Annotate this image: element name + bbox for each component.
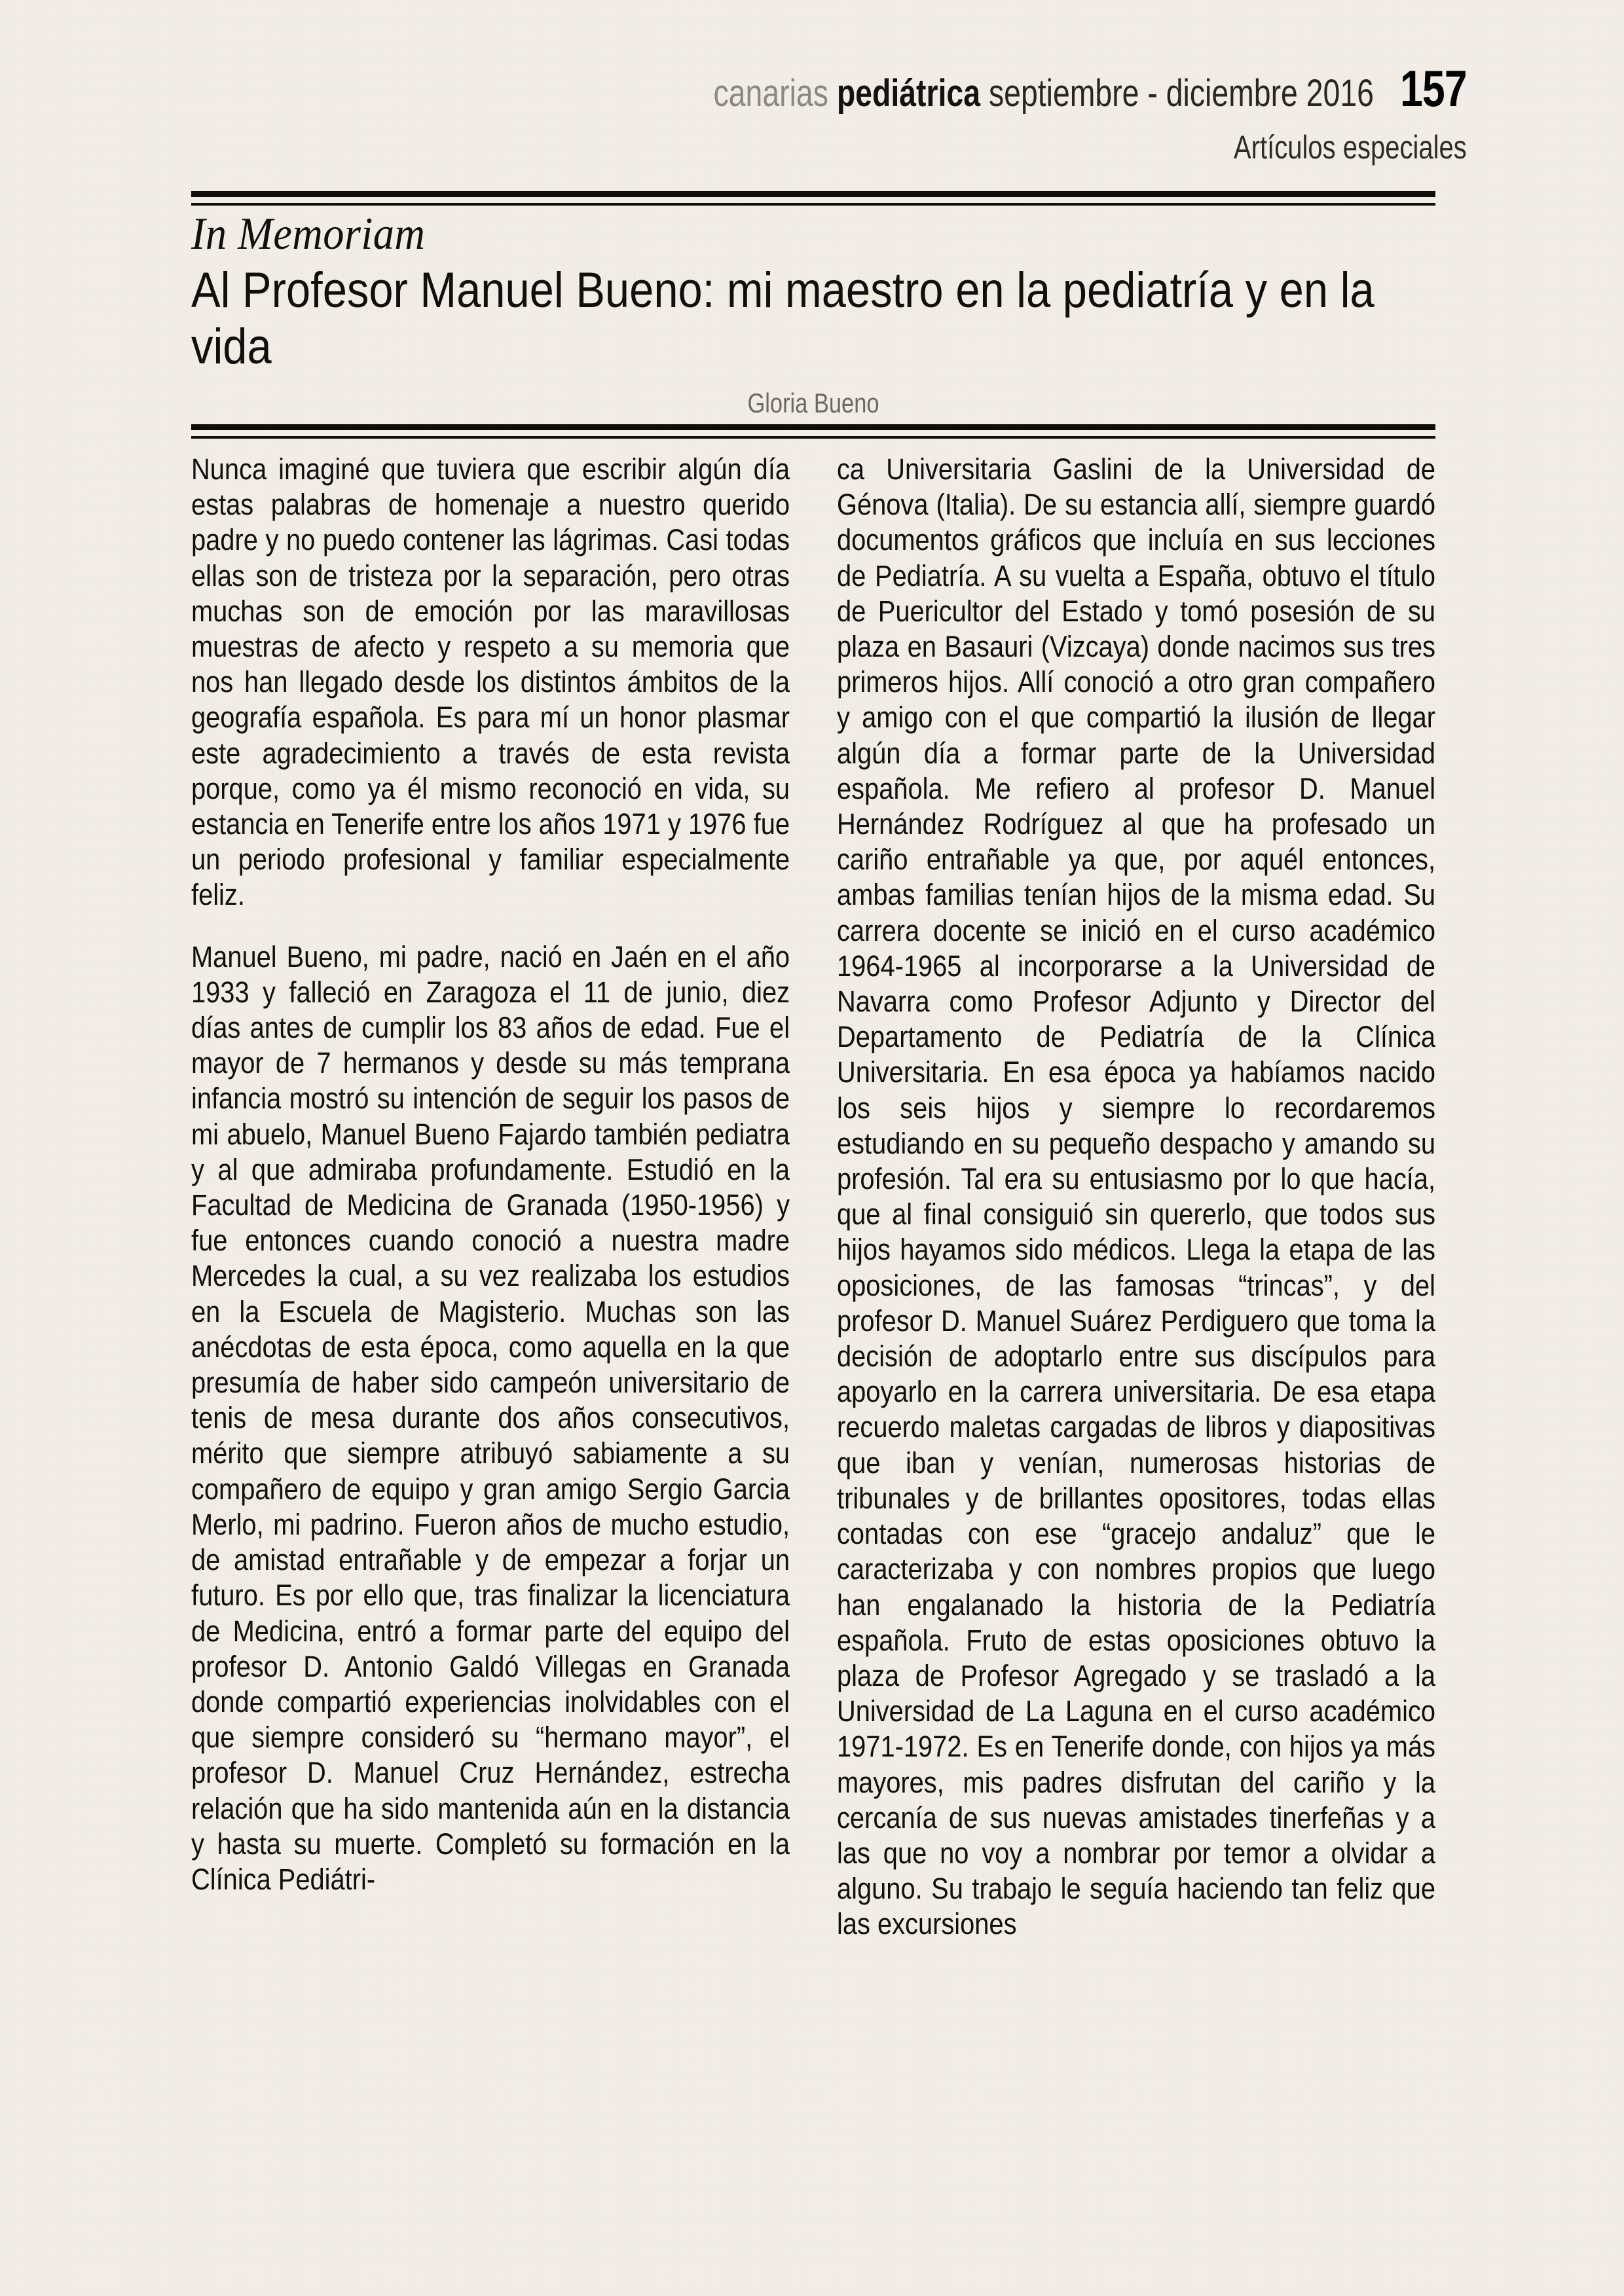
journal-brand: pediátrica <box>837 72 981 115</box>
article-kicker: In Memoriam <box>191 209 426 259</box>
journal-name: canarias <box>713 72 829 115</box>
issue-dates: septiembre - diciembre 2016 <box>989 72 1375 115</box>
rule-thick-top <box>191 191 1435 197</box>
rule-thin-top <box>191 203 1435 206</box>
article-body <box>191 452 1435 1942</box>
body-paragraph: ca Universitaria Gaslini de la Universidad de Génova (Italia). De su estancia allí, siempre guardó documentos gráficos que incluía en sus lecciones de Pediatría. A su vuelta a España, obtuvo el título de Puericultor del Estado y tomó posesión de su plaza en Basauri (Vizcaya) donde nacimos sus tres primeros hijos. Allí conoció a otro gran compañero y amigo con el que compartió la ilusión de llegar algún día a formar parte de la Universidad española. Me refiero al profesor D. Manuel Hernández Rodríguez al que ha profesado un cariño entrañable ya que, por aquél entonces, ambas familias tenían hijos de la misma edad. Su carrera docente se inició en el curso académico 1964-1965 al incorporarse a la Universidad de Navarra como Profesor Adjunto y Director del Departamento de Pediatría de la Clínica Universitaria. En esa época ya habíamos nacido los seis hijos y siempre lo recordaremos estudiando en su pequeño despacho y amando su profesión. Tal era su entusiasmo por lo que hacía, que al final consiguió sin quererlo, que todos sus hijos hayamos sido médicos. Llega la etapa de las oposiciones, de las famosas “trincas”, y del profesor D. Manuel Suárez Perdiguero que toma la decisión de adoptarlo entre sus discípulos para apoyarlo en la carrera universitaria. De esa etapa recuerdo maletas cargadas de libros y diapositivas que iban y venían, numerosas historias de tribunales y de brillantes opositores, todas ellas contadas con ese “gracejo andaluz” que le caracterizaba y con nombres propios que luego han engalanado la historia de la Pediatría española. Fruto de estas oposiciones obtuvo la plaza de Profesor Agregado y se trasladó a la Universidad de La Laguna en el curso académico 1971-1972. Es en Tenerife donde, con hijos ya más mayores, mis padres disfrutan del cariño y la cercanía de sus nuevas amistades tinerfeñas y a las que no voy a nombrar por temor a olvidar a alguno. Su trabajo le seguía haciendo tan feliz que las excursiones <box>837 452 1436 1941</box>
running-head-primary <box>713 60 1467 117</box>
body-paragraph: Nunca imaginé que tuviera que escribir algún día estas palabras de homenaje a nuestro querido padre y no puedo contener las lágrimas. Casi todas ellas son de tristeza por la separación, pero otras muchas son de emoción por las maravillosas muestras de afecto y respeto a su memoria que nos han llegado desde los distintos ámbitos de la geografía española. Es para mí un honor plasmar este agradecimiento a través de esta revista porque, como ya él mismo reconoció en vida, su estancia en Tenerife entre los años 1971 y 1976 fue un periodo profesional y familiar especialmente feliz. <box>191 452 790 912</box>
body-paragraph: Manuel Bueno, mi padre, nació en Jaén en el año 1933 y falleció en Zaragoza el 11 de junio, diez días antes de cumplir los 83 años de edad. Fue el mayor de 7 hermanos y desde su más temprana infancia mostró su intención de seguir los pasos de mi abuelo, Manuel Bueno Fajardo también pediatra y al que admiraba profundamente. Estudió en la Facultad de Medicina de Granada (1950-1956) y fue entonces cuando conoció a nuestra madre Mercedes la cual, a su vez realizaba los estudios en la Escuela de Magisterio. Muchas son las anécdotas de esta época, como aquella en la que presumía de haber sido campeón universitario de tenis de mesa durante dos años consecutivos, mérito que siempre atribuyó sabiamente a su compañero de equipo y gran amigo Sergio Garcia Merlo, mi padrino. Fueron años de mucho estudio, de amistad entrañable y de empezar a forjar un futuro. Es por ello que, tras finalizar la licenciatura de Medicina, entró a formar parte del equipo del profesor D. Antonio Galdó Villegas en Granada donde compartió experiencias inolvidables con el que siempre consideró su “hermano mayor”, el profesor D. Manuel Cruz Hernández, estrecha relación que ha sido mantenida aún en la distancia y hasta su muerte. Completó su formación en la Clínica Pediátri- <box>191 939 790 1896</box>
article-byline: Gloria Bueno <box>747 388 879 419</box>
section-label: Artículos especiales <box>1234 129 1467 166</box>
rule-gap-top <box>191 197 1435 203</box>
page-number: 157 <box>1400 60 1467 117</box>
rule-gap-bottom <box>191 430 1435 436</box>
title-block <box>191 211 1435 419</box>
rule-thick-bottom <box>191 424 1435 430</box>
rule-thin-bottom <box>191 436 1435 439</box>
running-head <box>525 60 1467 166</box>
body-column-left <box>191 452 790 1942</box>
title-bottom-rule <box>191 424 1435 439</box>
article-headline: Al Profesor Manuel Bueno: mi maestro en la pediatría y en la vida <box>191 262 1375 375</box>
title-top-rule <box>191 191 1435 206</box>
body-column-right <box>837 452 1435 1942</box>
